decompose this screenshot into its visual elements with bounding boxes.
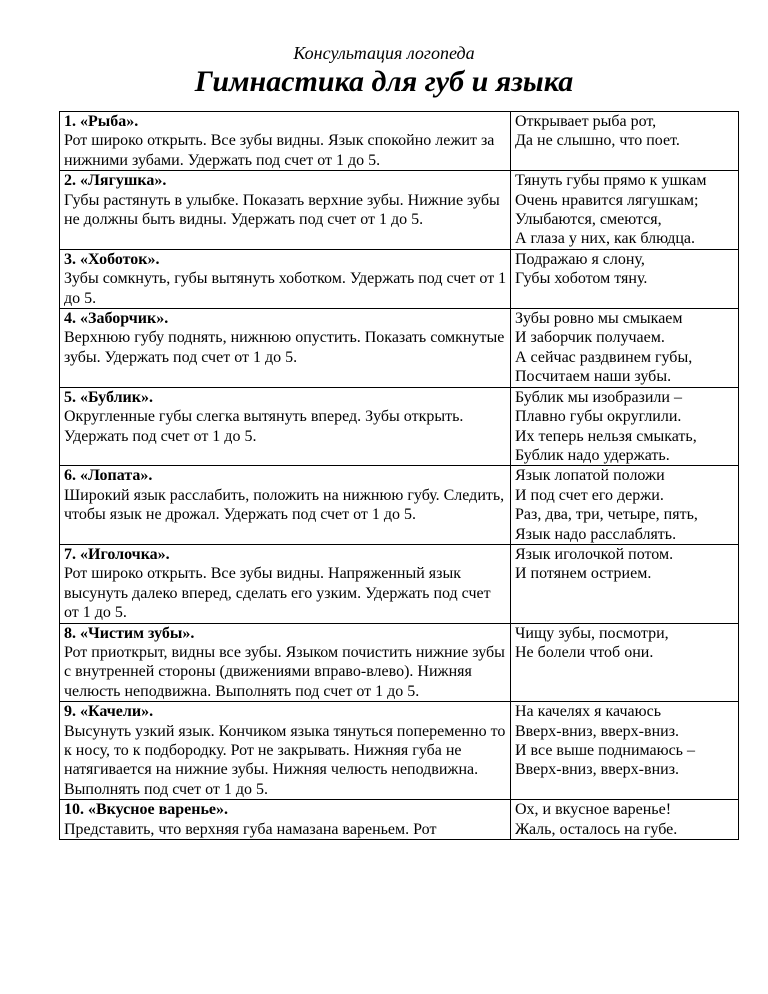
exercise-instructions: Зубы сомкнуть, губы вытянуть хоботком. Удержать под счет от 1 до 5. (64, 270, 507, 307)
exercise-poem-cell (511, 466, 739, 545)
poem-line: Очень нравится лягушкам; (515, 191, 699, 209)
exercise-instructions: Рот широко открыть. Все зубы видны. Напряженный язык высунуть далеко вперед, сделать его узким. Удержать под счет от 1 до 5. (64, 565, 491, 622)
poem-line: Посчитаем наши зубы. (515, 368, 672, 386)
poem-line: На качелях я качаюсь (515, 703, 661, 721)
poem-line: И потянем острием. (515, 565, 652, 583)
exercise-title: 4. «Заборчик». (64, 310, 169, 328)
exercises-table (59, 111, 739, 840)
exercise-description-cell (60, 702, 511, 800)
exercise-instructions: Высунуть узкий язык. Кончиком языка тянуться попеременно то к носу, то к подбородку. Рот не закрывать. Нижняя губа не натягивается на нижние зубы. Нижняя челюсть неподвижна. Выполнять под счет от 1 до 5. (64, 722, 506, 798)
exercise-description-cell (60, 800, 511, 840)
poem-line: Язык иголочкой потом. (515, 545, 674, 563)
exercise-poem-cell (511, 800, 739, 840)
poem-line: Тянуть губы прямо к ушкам (515, 172, 707, 190)
page-subtitle: Консультация логопеда (293, 43, 475, 63)
exercise-instructions: Верхнюю губу поднять, нижнюю опустить. Показать сомкнутые зубы. Удержать под счет от 1 до 5. (64, 329, 505, 366)
exercise-row (60, 800, 739, 840)
poem-line: И заборчик получаем. (515, 329, 665, 347)
exercise-instructions: Рот приоткрыт, видны все зубы. Языком почистить нижние зубы с внутренней стороны (движениями вправо-влево). Нижняя челюсть неподвижна. Выполнять под счет от 1 до 5. (64, 643, 505, 700)
exercise-title: 10. «Вкусное варенье». (64, 801, 229, 819)
exercise-instructions: Рот широко открыть. Все зубы видны. Язык спокойно лежит за нижними зубами. Удержать под счет от 1 до 5. (64, 132, 495, 169)
exercise-instructions: Широкий язык расслабить, положить на нижнюю губу. Следить, чтобы язык не дрожал. Удержать под счет от 1 до 5. (64, 486, 505, 524)
exercise-title: 6. «Лопата». (64, 467, 153, 485)
exercise-row (60, 112, 739, 171)
exercise-row (60, 309, 739, 388)
poem-line: Жаль, осталось на губе. (515, 820, 678, 838)
exercises-table-body (60, 112, 739, 840)
poem-line: Их теперь нельзя смыкать, (515, 427, 697, 445)
exercise-title: 7. «Иголочка». (64, 545, 170, 563)
poem-line: Улыбаются, смеются, (515, 211, 662, 229)
poem-line: Открывает рыба рот, (515, 113, 657, 130)
exercise-poem-cell (511, 112, 739, 171)
poem-line: Бублик надо удержать. (515, 446, 670, 464)
poem-line: Плавно губы округлили. (515, 408, 682, 426)
poem-line: И все выше поднимаюсь – (515, 742, 695, 759)
exercise-description-cell (60, 387, 511, 466)
poem-line: Губы хоботом тяну. (515, 270, 648, 288)
poem-line: Раз, два, три, четыре, пять, (515, 506, 698, 524)
exercise-poem-cell (511, 702, 739, 800)
exercise-title: 8. «Чистим зубы». (64, 624, 195, 642)
poem-line: Вверх-вниз, вверх-вниз. (515, 722, 680, 740)
exercise-title: 5. «Бублик». (64, 388, 153, 406)
exercise-row (60, 702, 739, 800)
poem-line: Язык надо расслаблять. (515, 525, 677, 543)
exercise-row (60, 544, 739, 623)
exercise-row (60, 171, 739, 250)
poem-line: Чищу зубы, посмотри, (515, 624, 669, 642)
exercise-instructions: Представить, что верхняя губа намазана вареньем. Рот (64, 820, 437, 838)
exercise-poem-cell (511, 387, 739, 466)
exercise-instructions: Губы растянуть в улыбке. Показать верхние зубы. Нижние зубы не должны быть видны. Удержать под счет от 1 до 5. (64, 191, 500, 229)
exercise-poem-cell (511, 171, 739, 250)
poem-line: Не болели чтоб они. (515, 643, 654, 661)
exercise-description-cell (60, 466, 511, 545)
poem-line: Подражаю я слону, (515, 250, 645, 268)
exercise-poem-cell (511, 544, 739, 623)
poem-line: Да не слышно, что поет. (515, 132, 680, 150)
poem-line: А глаза у них, как блюдца. (515, 230, 696, 248)
poem-line: А сейчас раздвинем губы, (515, 348, 693, 366)
poem-line: Язык лопатой положи (515, 467, 665, 485)
poem-line: И под счет его держи. (515, 486, 664, 504)
poem-line: Бублик мы изобразили – (515, 388, 682, 406)
exercise-row (60, 387, 739, 466)
exercise-poem-cell (511, 309, 739, 388)
exercise-instructions: Округленные губы слегка вытянуть вперед. Зубы открыть. Удержать под счет от 1 до 5. (64, 408, 464, 445)
exercise-row (60, 249, 739, 308)
exercise-description-cell (60, 112, 511, 171)
exercise-description-cell (60, 309, 511, 388)
exercise-title: 2. «Лягушка». (64, 172, 167, 190)
exercise-row (60, 466, 739, 545)
exercise-description-cell (60, 249, 511, 308)
exercise-row (60, 623, 739, 702)
poem-line: Зубы ровно мы смыкаем (515, 310, 683, 328)
exercise-poem-cell (511, 623, 739, 702)
poem-line: Вверх-вниз, вверх-вниз. (515, 761, 680, 779)
exercise-description-cell (60, 623, 511, 702)
exercise-title: 3. «Хоботок». (64, 250, 160, 268)
poem-line: Ох, и вкусное варенье! (515, 801, 672, 819)
exercise-title: 9. «Качели». (64, 703, 154, 721)
exercise-title: 1. «Рыба». (64, 113, 139, 130)
exercise-description-cell (60, 171, 511, 250)
page-title: Гимнастика для губ и языка (194, 65, 574, 98)
exercise-description-cell (60, 544, 511, 623)
exercise-poem-cell (511, 249, 739, 308)
